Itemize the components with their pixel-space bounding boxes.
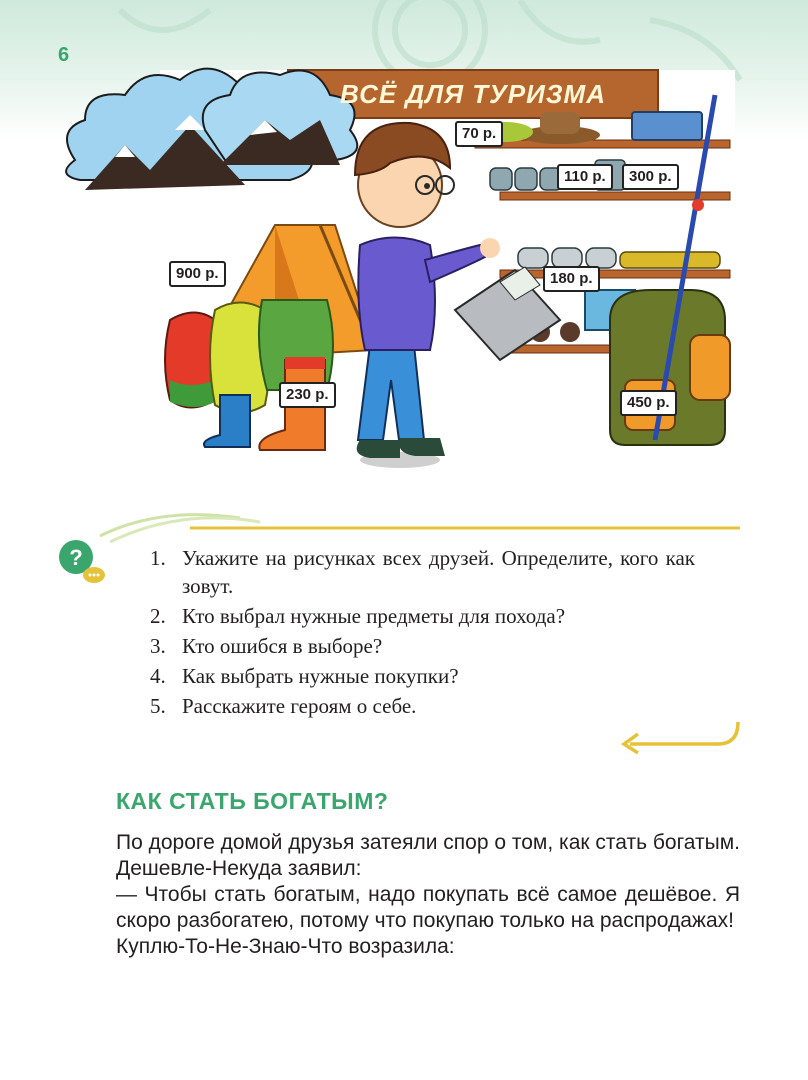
question-item: 1. Укажите на рисунках всех друзей. Определите, кого как зовут. [150, 546, 695, 598]
fishing-float [692, 199, 704, 211]
svg-text:?: ? [69, 545, 83, 570]
price-tag-boots: 230 р. [279, 382, 336, 408]
story-paragraph: По дороге домой друзья затеяли спор о том, как стать богатым. [116, 831, 740, 854]
story-paragraph: — Чтобы стать богатым, надо покупать всё самое дешёвое. Я скоро разбогатею, потому что покупаю только на распродажах! [116, 883, 740, 932]
story-paragraph: Куплю-То-Не-Знаю-Что возразила: [116, 935, 455, 958]
price-tag-bag: 300 р. [622, 164, 679, 190]
question-item: 2. Кто выбрал нужные предметы для похода? [150, 604, 566, 628]
price-tag-binoculars: 110 р. [557, 164, 613, 190]
section-divider [80, 506, 745, 546]
question-item: 4. Как выбрать нужные покупки? [150, 664, 459, 688]
story-paragraph: Дешевле-Некуда заявил: [116, 857, 362, 880]
question-item: 3. Кто ошибся в выборе? [150, 634, 383, 658]
price-tag-flashlights: 180 р. [543, 266, 600, 292]
price-tag-backpack: 450 р. [620, 390, 677, 416]
question-item: 5. Расскажите героям о себе. [150, 694, 417, 718]
question-icon [56, 537, 108, 587]
page-number: 6 [58, 44, 70, 66]
story-text [116, 830, 740, 960]
shop-sign: ВСЁ ДЛЯ ТУРИЗМА [340, 78, 606, 109]
question-list [150, 544, 695, 722]
price-tag-hat: 70 р. [455, 121, 503, 147]
price-tag-tent: 900 р. [169, 261, 226, 287]
return-arrow-icon [618, 718, 744, 754]
section-title: КАК СТАТЬ БОГАТЫМ? [116, 788, 389, 814]
